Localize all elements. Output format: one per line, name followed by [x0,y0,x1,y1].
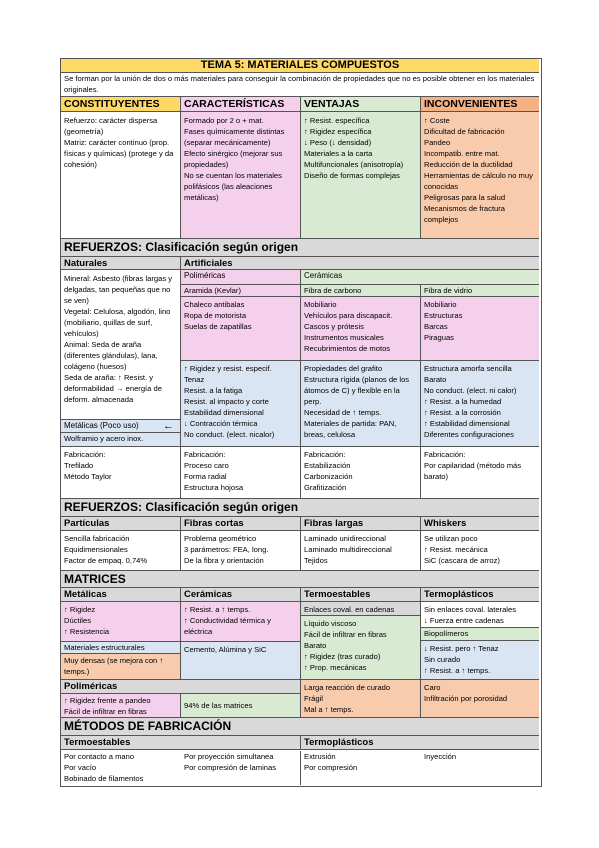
polimericas-a: ↑ Rigidez frente a pandeo Fácil de infiltrar en fibras [61,694,181,718]
aramida-label: Aramida (Kevlar) [181,285,301,297]
polimericas-label: Poliméricas [61,680,301,694]
metodos-termoplasticos-label: Termoplásticos [301,736,539,750]
aramida-usos: Chaleco antibalas Ropa de motorista Suelas de zapatillas [181,297,301,361]
summary-sheet [60,58,542,787]
particulas-text: Sencilla fabricación Equidimensionales Factor de empaq. 0,74% [61,531,181,571]
metalicas-text: Wolframio y acero inox. [61,433,181,447]
termoplasticos-c: ↓ Resist. pero ↑ Tenaz Sin curado ↑ Resist. a ↑ temps. [421,641,539,680]
metodos-termoplasticos-b: Inyección [424,752,457,761]
naturales-label: Naturales [61,257,181,270]
metalicas-cons: Muy densas (se mejora con ↑ temps.) [61,654,181,680]
ceramicas-props: ↑ Resist. a ↑ temps. ↑ Conductividad térmica y eléctrica [181,602,301,642]
header-termoestables: Termoestables [301,588,421,602]
header-particulas: Partículas [61,517,181,531]
artificiales-label: Artificiales [181,257,539,270]
header-fibras-cortas: Fibras cortas [181,517,301,531]
metalicas-props: ↑ Rigidez Dúctiles ↑ Resistencia [61,602,181,642]
vidrio-props: Estructura amorfa sencilla Barato No conduct. (elect. ni calor) ↑ Resist. a la humedad ↑ Resist. a la corrosión ↑ Estabilidad dimensional Diferentes configuraciones [421,361,539,447]
header-constituyentes: CONSTITUYENTES [61,97,181,112]
aramida-props: ↑ Rigidez y resist. especif. Tenaz Resist. a la fatiga Resist. al impacto y corte Estabilidad dimensional ↓ Contracción térmica No conduct. (elect. nicalor) [181,361,301,447]
constituyentes-text: Refuerzo: carácter dispersa (geometría) Matriz: carácter continuo (prop. físicas y químicas) (protege y da cohesión) [61,112,181,239]
metalicas-label: Metálicas (Poco uso) [64,421,139,430]
header-termoplasticos: Termoplásticos [421,588,539,602]
caracteristicas-text: Formado por 2 o + mat. Fases químicamente distintas (separar mecánicamente) Efecto sinérgico (mejorar sus propiedades) No se cuentan los materiales polifásicos (las aleaciones metálicas) [181,112,301,239]
fibras-cortas-text: Problema geométrico 3 parámetros: FEA, long. De la fibra y orientación [181,531,301,571]
header-whiskers: Whiskers [421,517,539,531]
metalicas-uso: Materiales estructurales [61,642,181,654]
termoplasticos-d: Caro Infiltración por porosidad [421,680,539,718]
page-title: TEMA 5: MATERIALES COMPUESTOS [61,59,539,73]
carbono-props: Propiedades del grafito Estructura rígida (planos de los átomos de C) y flexible en la perp. Necesidad de ↑ temps. Materiales de partida: PAN, breas, celulosa [301,361,421,447]
section-metodos: MÉTODOS DE FABRICACIÓN [61,718,539,736]
fab-carbono: Fabricación: Estabilización Carbonización Grafitización [301,447,421,499]
arrow-left-icon: ← [163,420,174,432]
section-matrices: MATRICES [61,571,539,588]
header-ceramicas: Cerámicas [181,588,301,602]
section-refuerzos-origen: REFUERZOS: Clasificación según origen [61,239,539,257]
header-caracteristicas: CARACTERÍSTICAS [181,97,301,112]
ceramicas-label: Cerámicas [301,270,539,285]
whiskers-text: Se utilizan poco ↑ Resist. mecánica SiC (cascara de arroz) [421,531,539,571]
termoestables-a: Enlaces coval. en cadenas [301,602,421,616]
metodos-termoplasticos-a: Extrusión Por compresión [304,752,358,772]
termoestables-b: Líquido viscoso Fácil de infiltrar en fibras Barato ↑ Rigidez (tras curado) ↑ Prop. mecánicas [301,616,421,680]
polimericas-label: Poliméricas [181,270,301,285]
header-fibras-largas: Fibras largas [301,517,421,531]
inconvenientes-text: ↑ Coste Dificultad de fabricación Pandeo Incompatib. entre mat. Reducción de la ductilidad Herramientas de cálculo no muy conocidas Peligrosas para la salud Mecanismos de fractura complejos [421,112,539,239]
termoestables-c: Larga reacción de curado Frágil Mal a ↑ temps. [301,680,421,718]
header-ventajas: VENTAJAS [301,97,421,112]
metodos-termoestables-b: Por proyección simultanea Por compresión de laminas [181,751,301,785]
fibra-vidrio-label: Fibra de vidrio [421,285,539,297]
ceramicas-ej: Cemento, Alúmina y SiC [181,642,301,680]
naturales-text: Mineral: Asbesto (fibras largas y delgadas, tan pequeñas que no se ven) Vegetal: Celulosa, algodón, lino (mobiliario, quillas de surf, vehículos) Animal: Seda de araña (diferentes glándulas), lana, colágeno (huesos) Seda de araña: ↑ Resist. y deformabilidad → energía de deform. almacenada [61,270,181,419]
vidrio-usos: Mobiliario Estructuras Barcas Piraguas [421,297,539,361]
intro-text: Se forman por la unión de dos o más materiales para conseguir la combinación de propiedades que no es posible obtener en los materiales originales. [61,73,539,97]
header-inconvenientes: INCONVENIENTES [421,97,539,112]
metodos-termoestables-label: Termoestables [61,736,301,750]
metodos-termoestables-a: Por contacto a mano Por vacío Bobinado de filamentos [64,752,144,783]
fibra-carbono-label: Fibra de carbono [301,285,421,297]
fab-vidrio: Fabricación: Por capilaridad (método más barato) [421,447,539,499]
fab-naturales: Fabricación: Trefilado Método Taylor [61,447,181,499]
section-refuerzos-geometria: REFUERZOS: Clasificación según origen [61,499,539,517]
ventajas-text: ↑ Resist. específica ↑ Rigidez específica ↓ Peso (↓ densidad) Materiales a la carta Multifuncionales (anisotropía) Diseño de formas complejas [301,112,421,239]
fab-aramida: Fabricación: Proceso caro Forma radial Estructura hojosa [181,447,301,499]
header-metalicas: Metálicas [61,588,181,602]
metalicas-row [61,419,181,433]
polimericas-b: 94% de las matrices [181,694,301,718]
fibras-largas-text: Laminado unidireccional Laminado multidireccional Tejidos [301,531,421,571]
carbono-usos: Mobiliario Vehículos para discapacit. Cascos y prótesis Instrumentos musicales Recubrimientos de motos [301,297,421,361]
termoplasticos-b: Biopolímeros [421,628,539,641]
termoplasticos-a: Sin enlaces coval. laterales ↓ Fuerza entre cadenas [421,602,539,628]
